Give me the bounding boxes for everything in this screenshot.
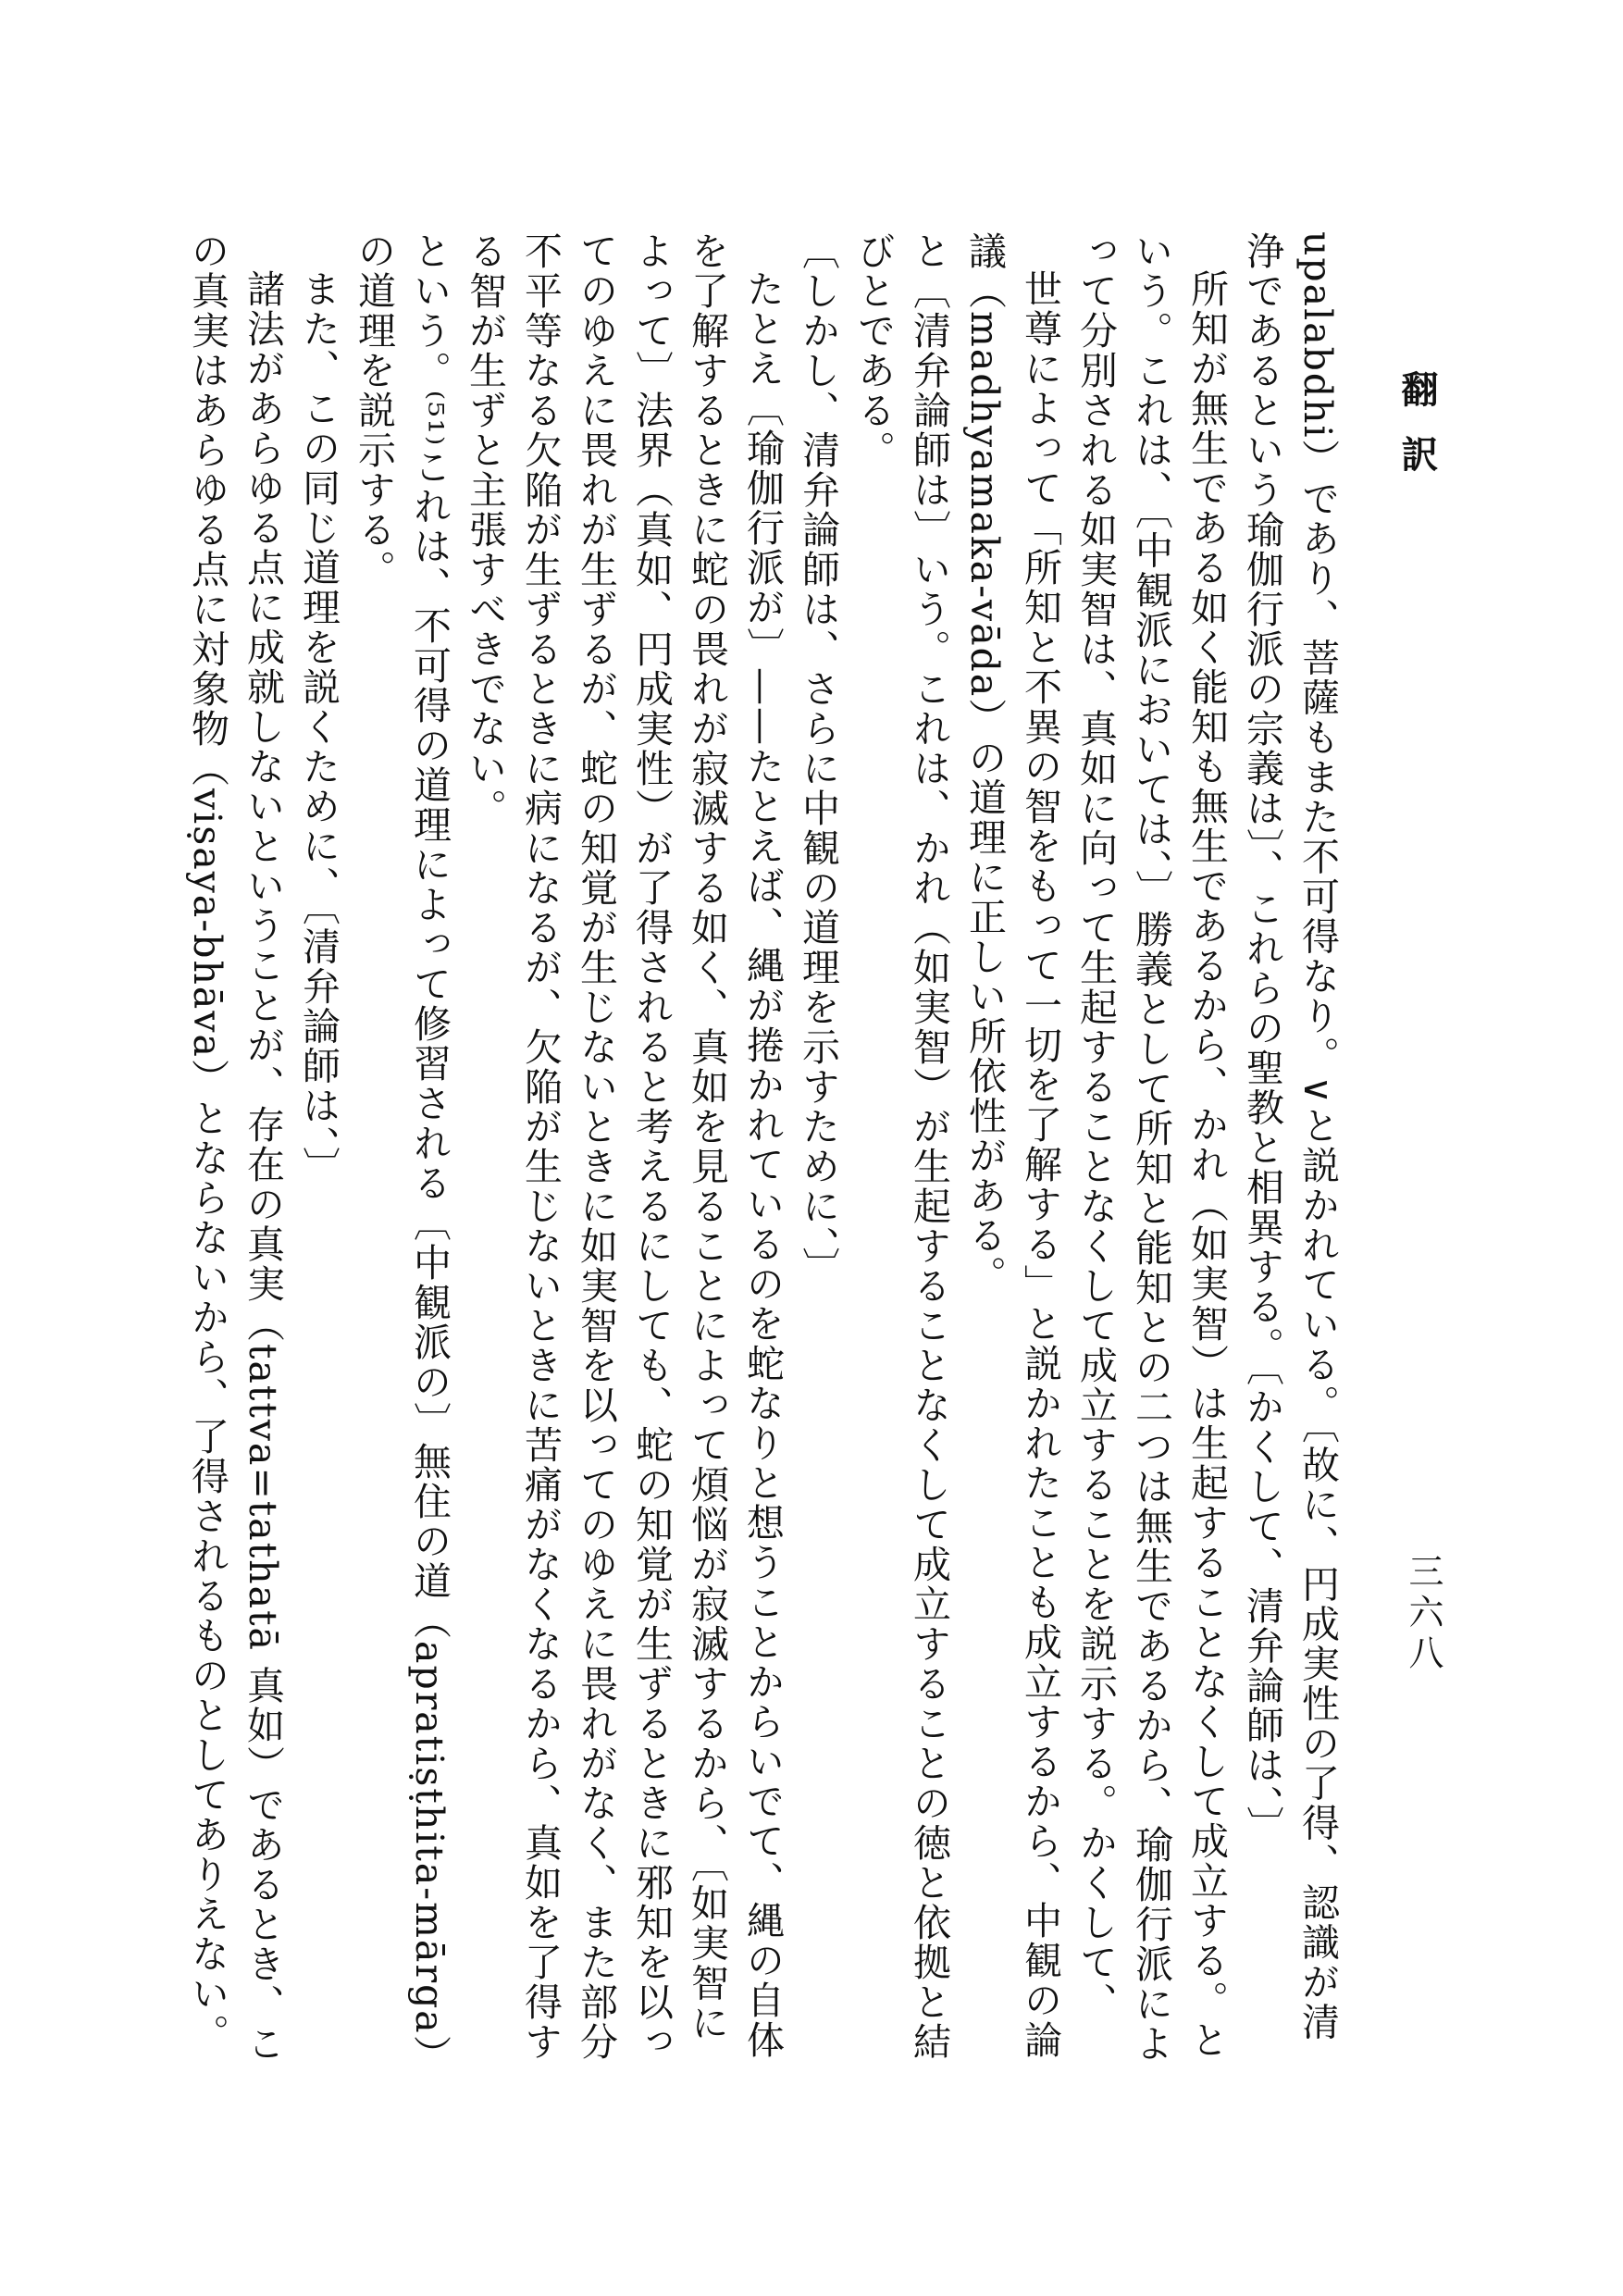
page-number: 三六八 [1403, 1553, 1443, 1675]
paragraph: 〔しかし、清弁論師は、さらに中観の道理を示すために、〕 [796, 231, 840, 1287]
paragraph: 所知が無生である如く能知も無生であるから、かれ（如実智）は生起することなくして成立する。という。これは、〔中観派においては、〕勝義として所知と能知との二つは無生であるから、瑜伽行派によって分別される如実智は、真如に向って生起することなくして成立することを説示する。かくして、 [1073, 231, 1229, 2064]
paragraph: という。⁽⁵¹⁾これは、不可得の道理によって修習される〔中観派の〕無住の道（apratiṣṭhita-mārga）の道理を説示する。 [352, 231, 452, 2056]
paragraph: 世尊によって「所知と不異の智をもって一切を了解する」と説かれたことも成立するから、中観の論議（madhyamaka-vāda）の道理に正しい所依性がある。 [962, 231, 1062, 2060]
body-text [185, 231, 1345, 2073]
paragraph: また、この同じ道理を説くために、〔清弁論師は、〕 [296, 269, 341, 1186]
paragraph: と〔清弁論師は〕いう。これは、かれ（如実智）が生起することなくして成立することの徳と依拠と結びとである。 [851, 231, 951, 2062]
paragraph: upalabdhi）であり、菩薩もまた不可得なり。∨と説かれている。〔故に、円成実性の了得、認識が清浄であるという瑜伽行派の宗義は〕、これらの聖教と相異する。〔かくして、清弁論師は、〕 [1240, 231, 1340, 2042]
paragraph: たとえ〔瑜伽行派が〕——たとえば、縄が捲かれているのを蛇なりと想うことからいでて、縄の自体を了解するときに蛇の畏れが寂滅する如く、真如を見ることによって煩悩が寂滅するから、〔如実智によって〕法界（真如、円成実性）が了得されると考えるにしても、蛇の知覚が生ずるときに邪知を以ってのゆえに畏れが生ずるが、蛇の知覚が生じないときに如実智を以ってのゆえに畏れがなく、また部分不平等なる欠陥が生ずるときに病になるが、欠陥が生じないときに苦痛がなくなるから、真如を了得する智が生ずと主張すべきでない。 [463, 231, 785, 2062]
running-head: 翻訳 [1395, 370, 1439, 500]
paragraph: 諸法があらゆる点に成就しないということが、存在の真実（tattva=tathatā 真如）であるとき、この真実はあらゆる点に対象物（viṣaya-bhāva）とならないから、了得されるものとしてありえない。 [185, 231, 285, 2065]
